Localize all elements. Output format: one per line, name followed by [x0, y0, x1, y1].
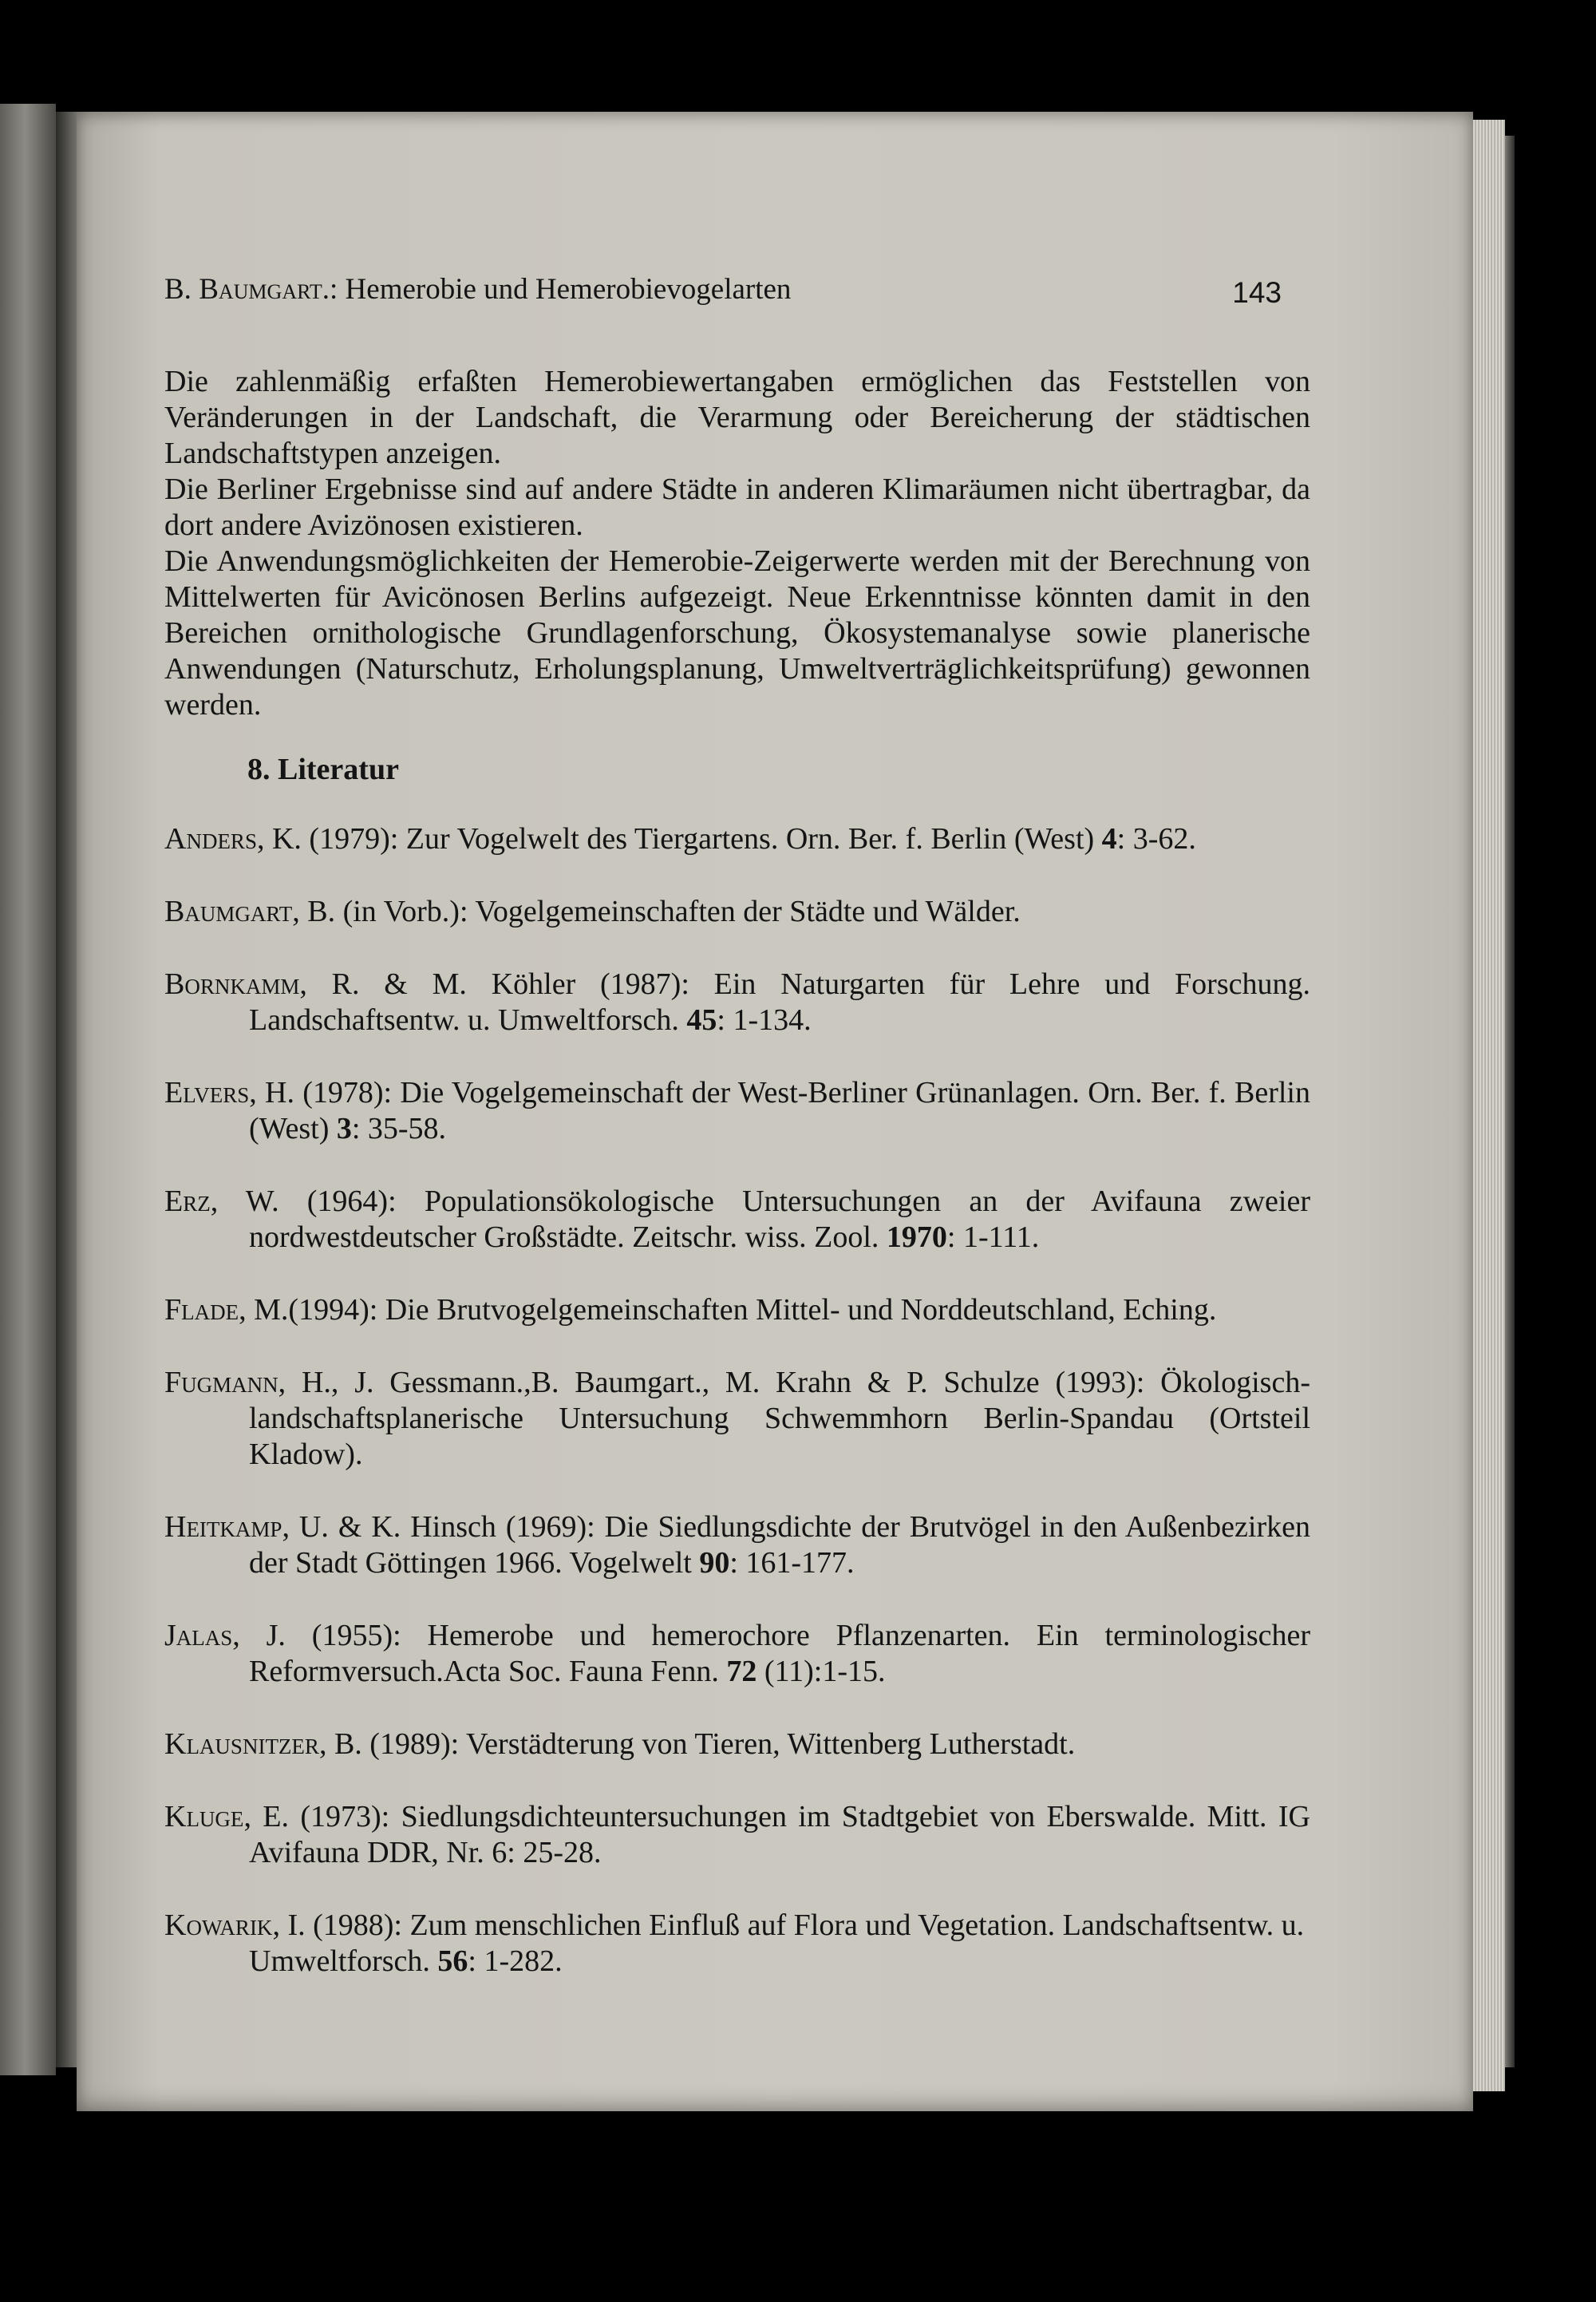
book-spine-fold: [56, 112, 78, 2067]
reference-entry: Heitkamp, U. & K. Hinsch (1969): Die Siedlungsdichte der Brutvögel in den Außenbezirken der Stadt Göttingen 1966. Vogelwelt 90: 161-177.: [164, 1510, 1310, 1580]
running-header: [164, 263, 1310, 311]
reference-entry: Erz, W. (1964): Populationsökologische Untersuchungen an der Avifauna zweier nordwestdeutscher Großstädte. Zeitschr. wiss. Zool. 1970: 1-111.: [164, 1185, 1310, 1254]
running-title: B. Baumgart.: Hemerobie und Hemerobievogelarten: [164, 273, 792, 306]
reference-entry: Elvers, H. (1978): Die Vogelgemeinschaft der West-Berliner Grünanlagen. Orn. Ber. f. Berlin (West) 3: 35-58.: [164, 1076, 1310, 1145]
body-text: [164, 364, 1310, 723]
reference-entry: Bornkamm, R. & M. Köhler (1987): Ein Naturgarten für Lehre und Forschung. Landschaftsentw. u. Umweltforsch. 45: 1-134.: [164, 967, 1310, 1037]
paragraph: Die Berliner Ergebnisse sind auf andere Städte in anderen Klimaräumen nicht übertragbar, da dort andere Avizönosen existieren.: [164, 473, 1310, 542]
reference-entry: Fugmann, H., J. Gessmann.,B. Baumgart., M. Krahn & P. Schulze (1993): Ökologisch-landschaftsplanerische Untersuchung Schwemmhorn Berlin-Spandau (Ortsteil Kladow).: [164, 1366, 1310, 1471]
reference-entry: Anders, K. (1979): Zur Vogelwelt des Tiergartens. Orn. Ber. f. Berlin (West) 4: 3-62.: [164, 822, 1196, 856]
page-content: [164, 263, 1310, 2016]
page-stack-shadow: [1505, 136, 1515, 2067]
reference-entry: Flade, M.(1994): Die Brutvogelgemeinschaften Mittel- und Norddeutschland, Eching.: [164, 1293, 1217, 1327]
reference-entry: Klausnitzer, B. (1989): Verstädterung von Tieren, Wittenberg Lutherstadt.: [164, 1727, 1076, 1761]
reference-entry: Baumgart, B. (in Vorb.): Vogelgemeinschaften der Städte und Wälder.: [164, 895, 1021, 928]
page-stack-edge: [1473, 120, 1505, 2091]
reference-entry: Kluge, E. (1973): Siedlungsdichteuntersuchungen im Stadtgebiet von Eberswalde. Mitt. IG Avifauna DDR, Nr. 6: 25-28.: [164, 1800, 1310, 1869]
reference-list: [164, 821, 1310, 1980]
section-heading: 8. Literatur: [247, 753, 399, 786]
page-number: 143: [1232, 276, 1282, 309]
paragraph: Die Anwendungsmöglichkeiten der Hemerobie-Zeigerwerte werden mit der Berechnung von Mittelwerten für Avicönosen Berlins aufgezeigt. Neue Erkenntnisse könnten damit in den Bereichen ornithologische Grundlagenforschung, Ökosystemanalyse sowie planerische Anwendungen (Naturschutz, Erholungsplanung, Umweltverträglichkeitsprüfung) gewonnen werden.: [164, 544, 1310, 722]
reference-entry: Kowarik, I. (1988): Zum menschlichen Einfluß auf Flora und Vegetation. Landschaftsentw. u. Umweltforsch. 56: 1-282.: [164, 1908, 1305, 1978]
reference-entry: Jalas, J. (1955): Hemerobe und hemerochore Pflanzenarten. Ein terminologischer Reformversuch.Acta Soc. Fauna Fenn. 72 (11):1-15.: [164, 1619, 1310, 1688]
paragraph: Die zahlenmäßig erfaßten Hemerobiewertangaben ermöglichen das Feststellen von Veränderungen in der Landschaft, die Verarmung oder Bereicherung der städtischen Landschaftstypen anzeigen.: [164, 365, 1310, 470]
book-left-edge: [0, 104, 56, 2075]
